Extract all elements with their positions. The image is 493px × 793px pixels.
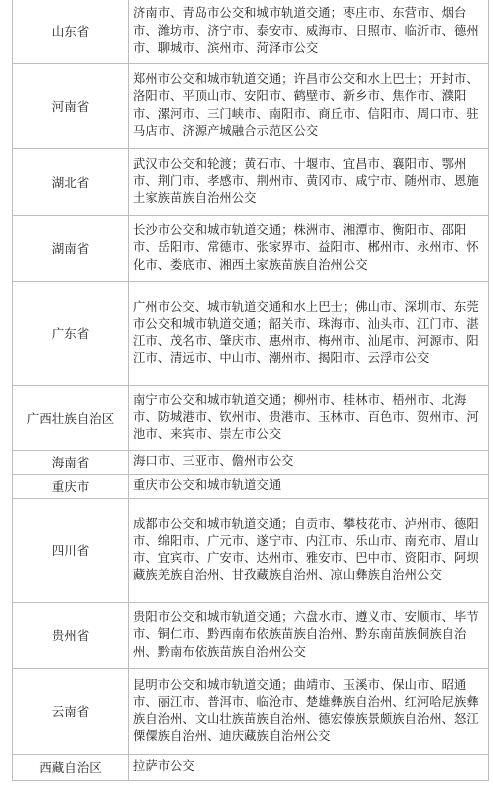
province-cell: 云南省	[13, 668, 129, 754]
table-row	[13, 63, 489, 148]
province-cell: 广西壮族自治区	[13, 385, 129, 450]
cities-cell: 贵阳市公交和城市轨道交通；六盘水市、遵义市、安顺市、毕节市、铜仁市、黔西南布依族苗族自治州、黔东南苗族侗族自治州、黔南布依族苗族自治州公交	[129, 602, 489, 668]
cities-cell: 长沙市公交和城市轨道交通；株洲市、湘潭市、衡阳市、邵阳市、岳阳市、常德市、张家界市、益阳市、郴州市、永州市、怀化市、娄底市、湘西土家族苗族自治州公交	[129, 215, 489, 281]
table-row	[13, 474, 489, 498]
province-cell: 海南省	[13, 450, 129, 474]
table-row	[13, 450, 489, 474]
table-row	[13, 498, 489, 602]
table-row	[13, 385, 489, 450]
province-cell: 重庆市	[13, 474, 129, 498]
table-row	[13, 148, 489, 215]
table-row	[13, 215, 489, 281]
table-row	[13, 754, 489, 780]
cities-cell: 海口市、三亚市、儋州市公交	[129, 450, 489, 474]
cities-cell: 昆明市公交和城市轨道交通；曲靖市、玉溪市、保山市、昭通市、丽江市、普洱市、临沧市、楚雄彝族自治州、红河哈尼族彝族自治州、文山壮族苗族自治州、德宏傣族景颇族自治州、怒江傈僳族自治州、迪庆藏族自治州公交	[129, 668, 489, 754]
province-cell: 河南省	[13, 63, 129, 148]
province-cell: 湖北省	[13, 148, 129, 215]
table-row	[13, 281, 489, 385]
cities-cell: 济南市、青岛市公交和城市轨道交通；枣庄市、东营市、烟台市、潍坊市、济宁市、泰安市、威海市、日照市、临沂市、德州市、聊城市、滨州市、菏泽市公交	[129, 0, 489, 63]
table-row	[13, 0, 489, 63]
table-row	[13, 602, 489, 668]
transit-table	[12, 0, 489, 781]
cities-cell: 郑州市公交和城市轨道交通；许昌市公交和水上巴士；开封市、洛阳市、平顶山市、安阳市、鹤壁市、新乡市、焦作市、濮阳市、漯河市、三门峡市、南阳市、商丘市、信阳市、周口市、驻马店市、济源产城融合示范区公交	[129, 63, 489, 148]
province-cell: 湖南省	[13, 215, 129, 281]
table-row	[13, 668, 489, 754]
province-cell: 贵州省	[13, 602, 129, 668]
cities-cell: 成都市公交和城市轨道交通；自贡市、攀枝花市、泸州市、德阳市、绵阳市、广元市、遂宁市、内江市、乐山市、南充市、眉山市、宜宾市、广安市、达州市、雅安市、巴中市、资阳市、阿坝藏族羌族自治州、甘孜藏族自治州、凉山彝族自治州公交	[129, 498, 489, 602]
province-cell: 西藏自治区	[13, 754, 129, 780]
province-cell: 山东省	[13, 0, 129, 63]
cities-cell: 南宁市公交和城市轨道交通；柳州市、桂林市、梧州市、北海市、防城港市、钦州市、贵港市、玉林市、百色市、贺州市、河池市、来宾市、崇左市公交	[129, 385, 489, 450]
cities-cell: 拉萨市公交	[129, 754, 489, 780]
province-cell: 四川省	[13, 498, 129, 602]
cities-cell: 武汉市公交和轮渡；黄石市、十堰市、宜昌市、襄阳市、鄂州市、荆门市、孝感市、荆州市、黄冈市、咸宁市、随州市、恩施土家族苗族自治州公交	[129, 148, 489, 215]
cities-cell: 广州市公交、城市轨道交通和水上巴士；佛山市、深圳市、东莞市公交和城市轨道交通；韶关市、珠海市、汕头市、江门市、湛江市、茂名市、肇庆市、惠州市、梅州市、汕尾市、河源市、阳江市、清远市、中山市、潮州市、揭阳市、云浮市公交	[129, 281, 489, 385]
cities-cell: 重庆市公交和城市轨道交通	[129, 474, 489, 498]
province-cell: 广东省	[13, 281, 129, 385]
